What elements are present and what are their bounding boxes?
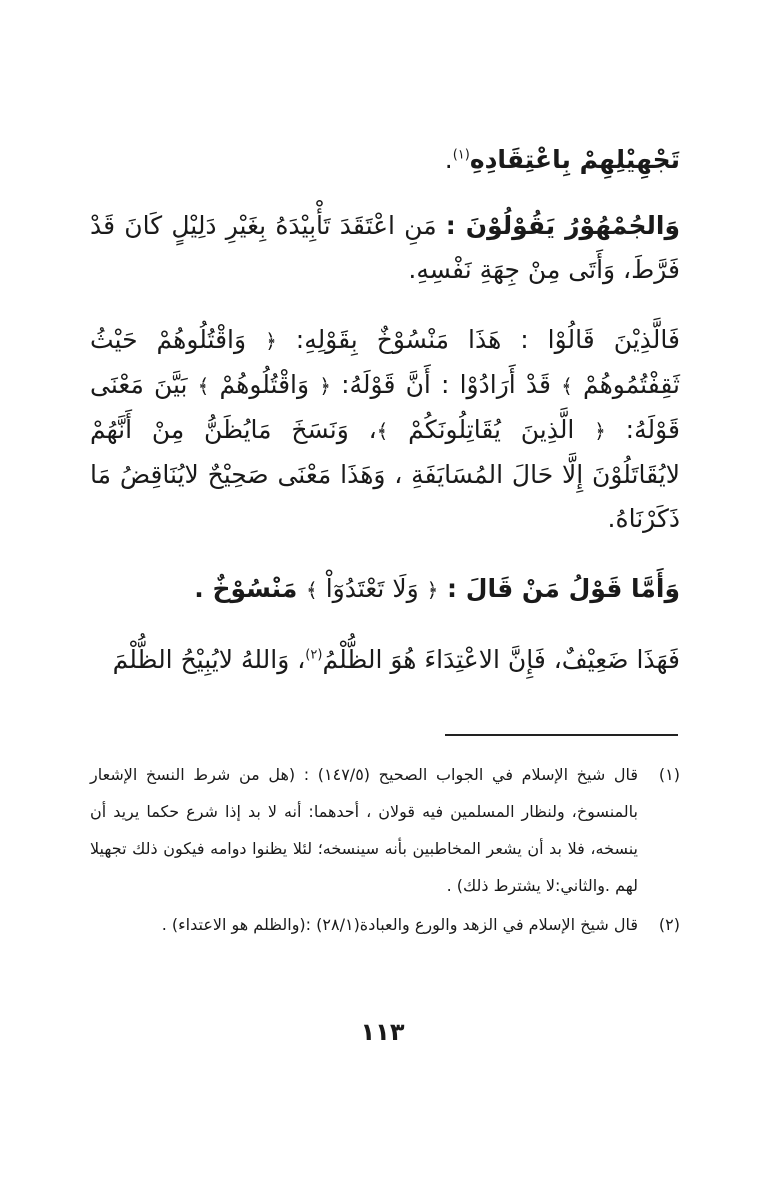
- quran-ornament-open-icon: ﴿: [265, 329, 277, 353]
- paragraph-1-tail: .: [444, 145, 453, 174]
- footnote-ref-1[interactable]: (١): [452, 147, 470, 163]
- paragraph-5: [90, 638, 680, 682]
- paragraph-1: [90, 138, 680, 182]
- quran-ornament-close-icon: ﴾: [197, 374, 210, 398]
- paragraph-3-text-d: ، وَنَسَخَ مَايُظَنُّ مِنْ أَنَّهُمْ لايُقَاتَلُوْنَ إِلَّا حَالَ المُسَايَفَةِ ، وَهَذَا مَعْنَى صَحِيْحٌ لايُنَاقِضُ مَا ذَكَرْنَاهُ.: [90, 415, 680, 533]
- quran-ornament-close-icon: ﴾: [561, 374, 573, 398]
- quran-ornament-open-icon: ﴿: [426, 578, 439, 602]
- quran-ornament-open-icon: ﴿: [594, 419, 606, 443]
- paragraph-3-text-c: بَيَّنَ مَعْنَى قَوْلَهُ:: [90, 370, 680, 444]
- footnote-ref-2[interactable]: (٢): [305, 647, 323, 663]
- paragraph-4-tail: مَنْسُوْخٌ .: [194, 574, 307, 603]
- paragraph-2: [90, 204, 680, 292]
- paragraph-3-text-a: فَالَّذِيْنَ قَالُوْا : هَذَا مَنْسُوْخٌ بِقَوْلِهِ:: [276, 325, 680, 354]
- footnote-1: [90, 756, 680, 904]
- quran-ornament-open-icon: ﴿: [319, 374, 331, 398]
- quran-quote-2: وَاقْتُلُوهُمْ: [219, 370, 310, 399]
- paragraph-4-lead: وَأَمَّا قَوْلُ مَنْ قَالَ :: [438, 574, 680, 603]
- paragraph-1-text: تَجْهِيْلِهِمْ بِاعْتِقَادِهِ: [469, 145, 680, 174]
- quran-quote-1: وَاقْتُلُوهُمْ حَيْثُ ثَقِفْتُمُوهُمْ: [90, 325, 680, 399]
- main-text: [90, 138, 680, 708]
- quran-ornament-close-icon: ﴾: [376, 419, 389, 443]
- paragraph-3: [90, 318, 680, 541]
- paragraph-5-text-b: ، وَاللهُ لايُبِيْحُ الظُّلْمَ: [112, 645, 306, 674]
- paragraph-2-lead: وَالجُمْهُوْرُ يَقُوْلُوْنَ :: [445, 211, 680, 240]
- footnote-2: [90, 906, 680, 943]
- footnote-text: قال شيخ الإسلام في الزهد والورع والعبادة(٢٨/١) :(والظلم هو الاعتداء) .: [161, 915, 638, 934]
- quran-quote-4: وَلَا تَعْتَدُوٓاْ: [325, 574, 419, 603]
- footnote-text: قال شيخ الإسلام في الجواب الصحيح (١٤٧/٥) : (هل من شرط النسخ الإشعار بالمنسوخ، ولنظار المسلمين فيه قولان ، أحدهما: أنه لا بد إذا شرع حكما يريد أن ينسخه، فلا بد أن يشعر المخاطبين بأنه سينسخه؛ لئلا يظنوا دوامه فيكون ذلك تجهيلا لهم .والثاني:لا يشترط ذلك) .: [90, 765, 638, 895]
- page-number: ١١٣: [360, 1018, 405, 1046]
- footnote-divider: [445, 734, 678, 736]
- paragraph-2-text: مَنِ اعْتَقَدَ تَأْبِيْدَهُ بِغَيْرِ دَلِيْلٍ كَانَ قَدْ فَرَّطَ، وَأَتَى مِنْ جِهَةِ نَفْسِهِ.: [90, 211, 680, 284]
- quran-quote-3: الَّذِينَ يُقَاتِلُونَكُمْ: [408, 415, 575, 444]
- footnote-number: (١): [658, 765, 680, 784]
- paragraph-3-text-b: قَدْ أَرَادُوْا : أَنَّ قَوْلَهُ:: [330, 370, 562, 399]
- paragraph-5-text-a: فَهَذَا ضَعِيْفٌ، فَإِنَّ الاعْتِدَاءَ هُوَ الظُّلْمُ: [322, 645, 680, 674]
- footnote-number: (٢): [658, 915, 680, 934]
- footnotes: [90, 756, 680, 945]
- quran-ornament-close-icon: ﴾: [306, 578, 318, 602]
- paragraph-4: [90, 567, 680, 612]
